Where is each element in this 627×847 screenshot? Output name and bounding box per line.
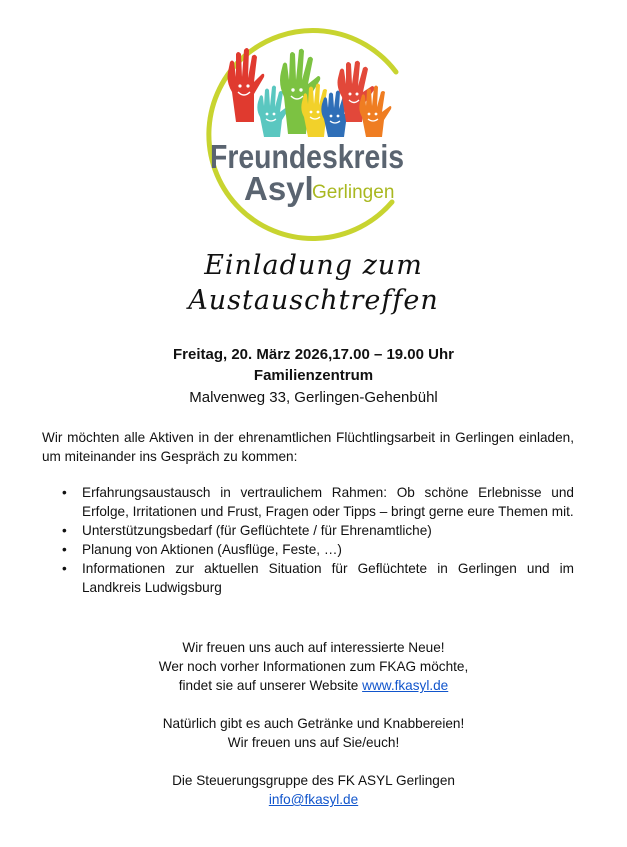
topic-list	[42, 483, 574, 597]
closing-line5: Wir freuen uns auf Sie/euch!	[227, 735, 400, 750]
list-item: • Informationen zur aktuellen Situation für Geflüchtete in Gerlingen und im Landkreis Ludwigsburg	[42, 559, 574, 597]
list-item: • Erfahrungsaustausch in vertraulichem Rahmen: Ob schöne Erlebnisse und Erfolge, Irritationen und Frust, Fragen oder Tipps – bringt gerne eure Themen mit.	[42, 483, 574, 521]
intro-paragraph: Wir möchten alle Aktiven in der ehrenamtlichen Flüchtlingsarbeit in Gerlingen einladen, um miteinander ins Gespräch zu kommen:	[42, 430, 574, 464]
event-venue: Familienzentrum	[253, 367, 374, 384]
list-item: • Unterstützungsbedarf (für Geflüchtete / für Ehrenamtliche)	[42, 521, 574, 540]
closing-line3	[0, 676, 627, 695]
closing-line4: Natürlich gibt es auch Getränke und Knabbereien!	[162, 716, 465, 731]
email-link[interactable]: info@fkasyl.de	[268, 792, 359, 807]
closing-line1: Wir freuen uns auch auf interessierte Neue!	[182, 640, 445, 655]
event-address: Malvenweg 33, Gerlingen-Gehenbühl	[189, 389, 438, 406]
email-line	[0, 790, 627, 809]
list-item: • Planung von Aktionen (Ausflüge, Feste, …)	[42, 540, 574, 559]
website-prefix: findet sie auf unserer Website	[178, 678, 363, 693]
closing-line2: Wer noch vorher Informationen zum FKAG möchte,	[158, 659, 469, 674]
event-datetime: Freitag, 20. März 2026,17.00 – 19.00 Uhr	[173, 346, 454, 363]
logo-line1: Freundeskreis	[210, 138, 404, 175]
freundeskreis-asyl-logo	[196, 22, 428, 244]
logo-line2: Asyl	[244, 170, 314, 207]
signature: Die Steuerungsgruppe des FK ASYL Gerlingen	[172, 773, 455, 788]
website-link[interactable]: www.fkasyl.de	[362, 678, 449, 693]
logo-line3: Gerlingen	[312, 182, 395, 203]
invitation-title-line2: Austauschtreffen	[188, 285, 439, 316]
invitation-title-line1: Einladung zum	[204, 250, 423, 281]
